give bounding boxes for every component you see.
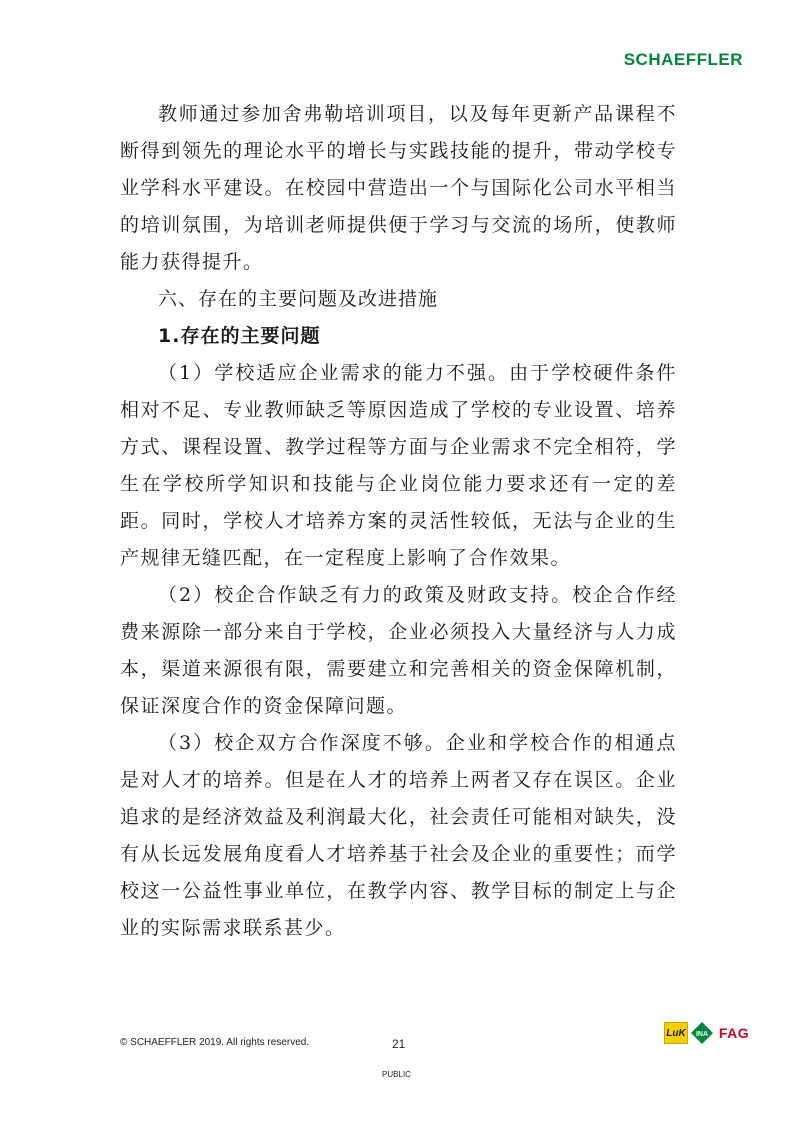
document-body (120, 96, 677, 947)
ina-logo-text: INA (695, 1031, 709, 1038)
section-heading: 六、存在的主要问题及改进措施 (158, 288, 439, 310)
paragraph-teacher-training: 教师通过参加舍弗勒培训项目，以及每年更新产品课程不断得到领先的理论水平的增长与实践技能的提升，带动学校专业学科水平建设。在校园中营造出一个与国际化公司水平相当的培训氛围，为培训老师提供便于学习与交流的场所，使教师能力获得提升。 (120, 103, 677, 273)
fag-logo-text: FAG (718, 1025, 750, 1041)
brand-logos (664, 1022, 752, 1044)
classification-label: PUBLIC (382, 1070, 411, 1079)
subsection-heading: 1.存在的主要问题 (158, 325, 321, 347)
page-number: 21 (392, 1037, 406, 1051)
schaeffler-logo-text: SCHAEFFLER (623, 50, 743, 69)
paragraph-issue-2: （2）校企合作缺乏有力的政策及财政支持。校企合作经费来源除一部分来自于学校，企业必须投入大量经济与人力成本，渠道来源很有限，需要建立和完善相关的资金保障机制，保证深度合作的资金保障问题。 (120, 584, 677, 717)
paragraph-issue-1: （1）学校适应企业需求的能力不强。由于学校硬件条件相对不足、专业教师缺乏等原因造成了学校的专业设置、培养方式、课程设置、教学过程等方面与企业需求不完全相符，学生在学校所学知识和技能与企业岗位能力要求还有一定的差距。同时，学校人才培养方案的灵活性较低，无法与企业的生产规律无缝匹配，在一定程度上影响了合作效果。 (120, 362, 677, 569)
ina-logo (691, 1022, 713, 1044)
fag-logo (716, 1023, 752, 1043)
ina-logo-icon (691, 1022, 713, 1044)
paragraph-issue-3: （3）校企双方合作深度不够。企业和学校合作的相通点是对人才的培养。但是在人才的培养上两者又存在误区。企业追求的是经济效益及利润最大化，社会责任可能相对缺失，没有从长远发展角度看人才培养基于社会及企业的重要性；而学校这一公益性事业单位，在教学内容、教学目标的制定上与企业的实际需求联系甚少。 (120, 732, 677, 939)
copyright-notice: © SCHAEFFLER 2019. All rights reserved. (120, 1037, 310, 1048)
luk-logo-text: LuK (666, 1027, 686, 1039)
luk-logo (664, 1022, 688, 1044)
